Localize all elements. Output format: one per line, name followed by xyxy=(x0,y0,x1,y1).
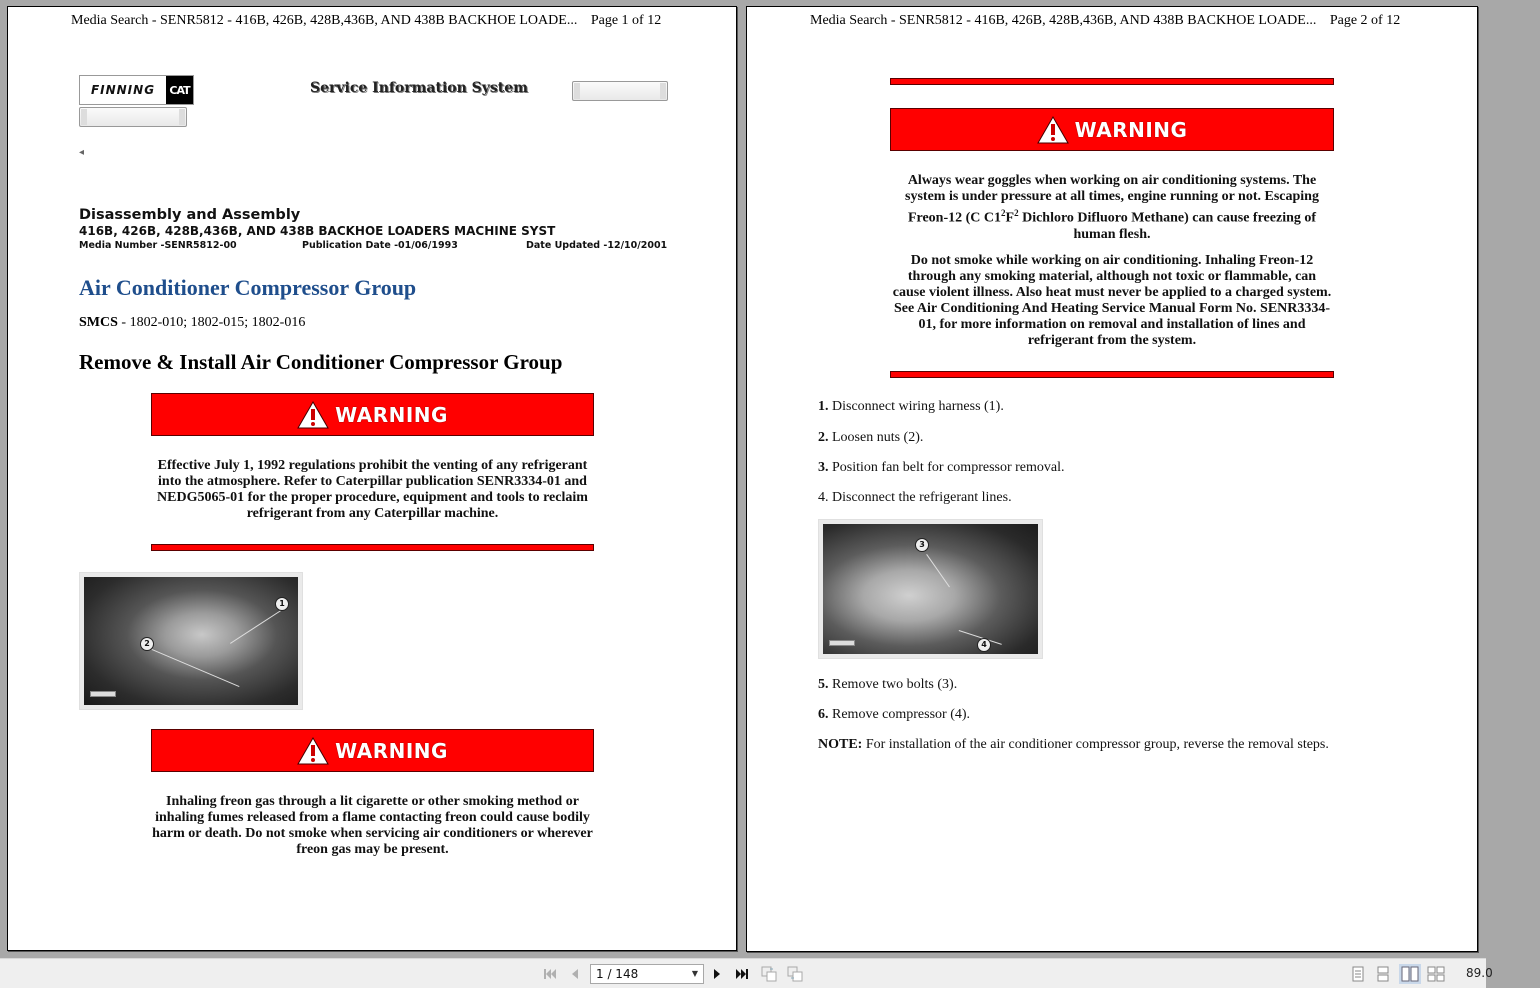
two-page-view-icon[interactable] xyxy=(1399,964,1421,984)
step-text: Remove compressor (4). xyxy=(828,707,971,722)
previous-view-icon[interactable] xyxy=(761,966,777,982)
warning-text-part: F xyxy=(1005,210,1015,226)
page-1 xyxy=(7,6,737,951)
warning-text-part: Always wear goggles when working on air conditioning systems. The system is under pressure at all times, engine running or not. Escaping Freon-12 (C C1 xyxy=(905,173,1319,226)
page-number-select[interactable] xyxy=(590,964,704,984)
step-item xyxy=(818,707,970,723)
back-arrow-icon[interactable]: ◂ xyxy=(79,147,85,158)
step-number: 3. xyxy=(818,460,829,475)
page-header-number: Page 1 of 12 xyxy=(590,13,662,28)
step-number: 4. xyxy=(818,490,829,505)
single-page-view-icon[interactable] xyxy=(1347,964,1369,984)
page-indicator: 1 / 148 xyxy=(596,967,639,981)
figure-callout: 1 xyxy=(275,597,289,611)
figure-callout: 4 xyxy=(977,638,991,652)
warning-text: Effective July 1, 1992 regulations prohibit the venting of any refrigerant into the atmosphere. Refer to Caterpillar publication SENR3334-01 and NEDG5065-01 for the proper procedure, equipment and tools to reclaim refrigerant from any Caterpillar machine. xyxy=(157,458,588,521)
step-number: 6. xyxy=(818,707,829,722)
finning-cat-logo xyxy=(79,75,194,105)
compressor-figure-1 xyxy=(79,572,303,710)
step-text: Disconnect wiring harness (1). xyxy=(828,399,1004,414)
figure-tag xyxy=(90,691,116,697)
two-page-continuous-view-icon[interactable] xyxy=(1425,964,1447,984)
warning-triangle-icon xyxy=(297,737,329,765)
warning-label: WARNING xyxy=(1074,117,1188,142)
figure-image xyxy=(84,577,298,705)
note-label: NOTE: xyxy=(818,737,863,752)
document-models: 416B, 426B, 428B,436B, AND 438B BACKHOE LOADERS MACHINE SYST xyxy=(79,224,556,238)
previous-page-icon[interactable] xyxy=(567,966,583,982)
compressor-figure-2 xyxy=(818,519,1043,659)
sis-logo-button[interactable] xyxy=(79,107,187,127)
step-text: Position fan belt for compressor removal. xyxy=(828,460,1065,475)
warning-text: Inhaling freon gas through a lit cigarette or other smoking method or inhaling fumes released from a flame contacting freon could cause bodily harm or death. Do not smoke when servicing air conditioners or wherever freon gas may be present. xyxy=(152,794,593,857)
figure-image xyxy=(823,524,1038,654)
step-item xyxy=(818,460,1065,476)
section-title: Air Conditioner Compressor Group xyxy=(79,275,417,300)
zoom-level[interactable]: 89.0 xyxy=(1466,966,1493,980)
page-2 xyxy=(746,6,1478,952)
warning-end-bar xyxy=(151,544,594,551)
smcs-codes xyxy=(79,315,305,331)
page-header xyxy=(71,13,799,29)
publication-date: Publication Date -01/06/1993 xyxy=(302,240,458,251)
document-info-row xyxy=(79,240,679,251)
next-page-icon[interactable] xyxy=(709,966,725,982)
page-header-title: Media Search - SENR5812 - 416B, 426B, 428B,436B, AND 438B BACKHOE LOADE... xyxy=(810,13,1317,28)
step-number: 1. xyxy=(818,399,829,414)
smcs-label: SMCS xyxy=(79,315,118,330)
note xyxy=(818,737,1329,753)
warning-text: Do not smoke while working on air conditioning. Inhaling Freon-12 through any smoking material, although not toxic or flammable, can cause violent illness. Also heat must never be applied to a charged system. See Air Conditioning And Heating Service Manual Form No. SENR3334-01, for more information on removal and installation of lines and refrigerant from the system. xyxy=(892,253,1332,348)
page-header xyxy=(810,13,1540,29)
step-text: Remove two bolts (3). xyxy=(828,677,958,692)
procedure-title: Remove & Install Air Conditioner Compressor Group xyxy=(79,350,563,374)
warning-text xyxy=(890,173,1334,243)
step-number: 5. xyxy=(818,677,829,692)
warning-end-bar xyxy=(890,371,1334,378)
figure-callout: 3 xyxy=(915,538,929,552)
chevron-down-icon[interactable]: ▼ xyxy=(691,969,698,978)
figure-callout: 2 xyxy=(140,637,154,651)
document-type: Disassembly and Assembly xyxy=(79,207,301,223)
finning-logo-text: FINNING xyxy=(90,83,156,97)
cat-logo-badge: CAT xyxy=(166,76,193,104)
sis-title: Service Information System xyxy=(310,80,528,96)
smcs-value: - 1802-010; 1802-015; 1802-016 xyxy=(117,315,306,330)
warning-start-bar xyxy=(890,78,1334,85)
media-number: Media Number -SENR5812-00 xyxy=(79,240,237,251)
superscript: 2 xyxy=(1014,208,1019,218)
step-number: 2. xyxy=(818,430,829,445)
page-header-number: Page 2 of 12 xyxy=(1329,13,1401,28)
superscript: 2 xyxy=(1001,208,1006,218)
warning-label: WARNING xyxy=(335,738,448,763)
page-header-title: Media Search - SENR5812 - 416B, 426B, 428B,436B, AND 438B BACKHOE LOADE... xyxy=(71,13,578,28)
viewer-toolbar xyxy=(0,958,1493,988)
warning-banner xyxy=(890,108,1334,151)
warning-text-part: Dichloro Difluoro Methane) can cause freezing of human flesh. xyxy=(1018,210,1317,242)
warning-triangle-icon xyxy=(1037,116,1069,144)
date-updated: Date Updated -12/10/2001 xyxy=(526,240,668,251)
figure-tag xyxy=(829,640,855,646)
step-item xyxy=(818,399,1004,415)
first-page-icon[interactable] xyxy=(542,966,558,982)
warning-triangle-icon xyxy=(297,401,329,429)
step-item xyxy=(818,490,1012,506)
warning-label: WARNING xyxy=(335,402,448,427)
note-text: For installation of the air conditioner compressor group, reverse the removal steps. xyxy=(862,737,1329,752)
sis-header-button[interactable] xyxy=(572,81,668,101)
last-page-icon[interactable] xyxy=(734,966,750,982)
continuous-view-icon[interactable] xyxy=(1372,964,1394,984)
step-text: Loosen nuts (2). xyxy=(828,430,924,445)
next-view-icon[interactable] xyxy=(787,966,803,982)
step-item xyxy=(818,677,957,693)
warning-banner xyxy=(151,729,594,772)
document-metadata xyxy=(79,207,679,251)
warning-banner xyxy=(151,393,594,436)
step-text: Disconnect the refrigerant lines. xyxy=(828,490,1012,505)
step-item xyxy=(818,430,923,446)
